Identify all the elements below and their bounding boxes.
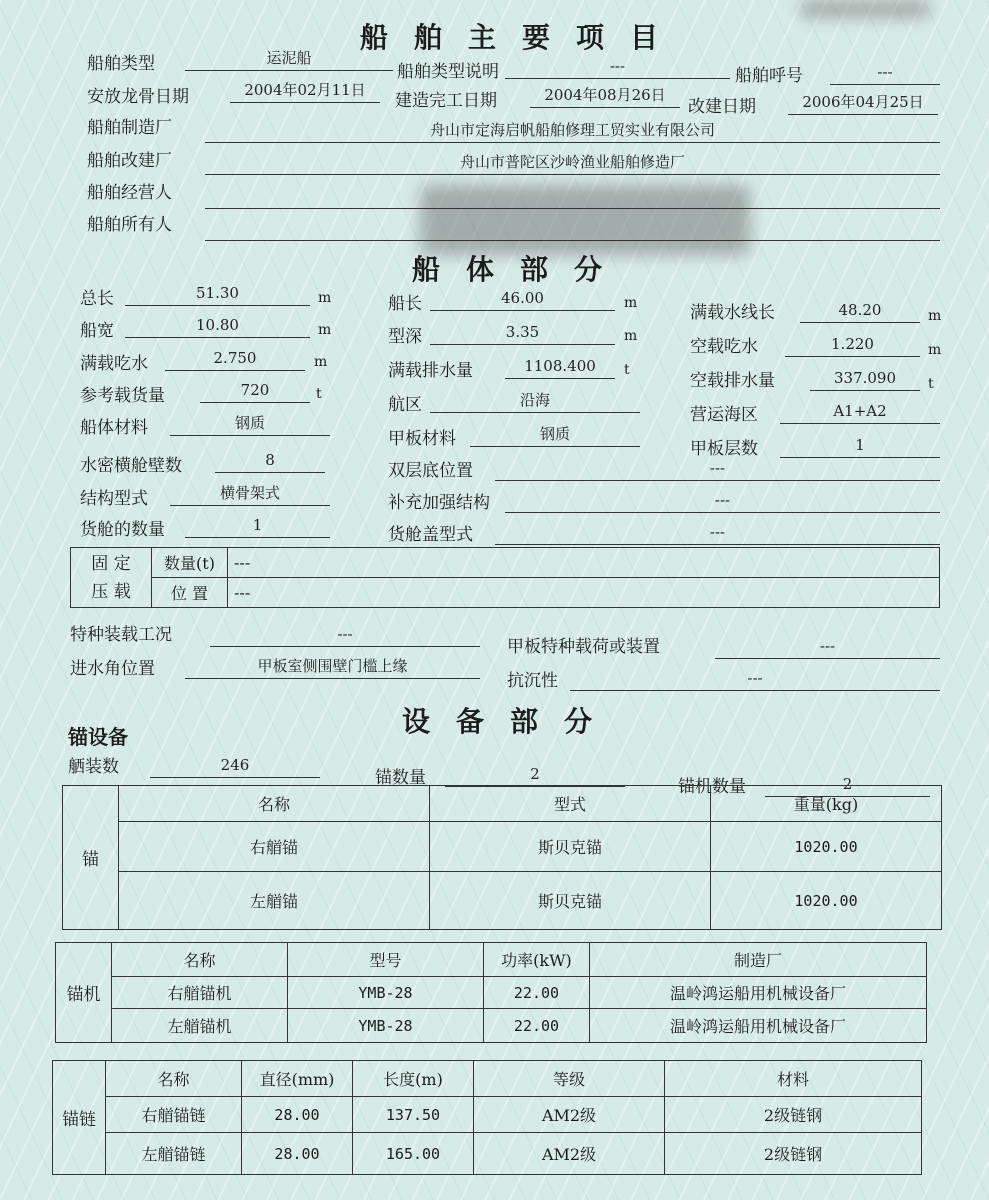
beam-label: 船宽 xyxy=(80,321,114,341)
length-value: 46.00 xyxy=(430,288,615,311)
hatch-label: 货舱盖型式 xyxy=(388,525,473,545)
windlass-row2-model: YMB-28 xyxy=(288,1009,484,1043)
windlass-header-name: 名称 xyxy=(112,943,288,977)
deck-special-value: --- xyxy=(715,636,940,659)
depth-unit: m xyxy=(624,328,638,344)
anchor-row2-type: 斯贝克锚 xyxy=(430,872,711,930)
full-disp-unit: t xyxy=(624,362,630,378)
hatch-value: --- xyxy=(495,522,940,545)
owner-label: 船舶所有人 xyxy=(87,215,172,235)
depth-label: 型深 xyxy=(388,327,422,347)
anchor-row1-name: 右艏锚 xyxy=(119,822,430,872)
table-row xyxy=(56,977,927,1009)
windlass-header-maker: 制造厂 xyxy=(590,943,927,977)
table-row xyxy=(53,1133,922,1175)
structure-value: 横骨架式 xyxy=(170,483,330,506)
windlass-header-power: 功率(kW) xyxy=(484,943,590,977)
equipment-section-title: 设备部分 xyxy=(402,705,619,738)
anchor-row2-name: 左艏锚 xyxy=(119,872,430,930)
table-row xyxy=(63,872,942,930)
material-value: 钢质 xyxy=(170,413,330,436)
chain-header-length: 长度(m) xyxy=(353,1061,474,1097)
anchor-header-weight: 重量(kg) xyxy=(711,786,942,822)
windlass-count-value: 2 xyxy=(765,774,930,797)
anchor-section-title: 锚设备 xyxy=(68,725,128,749)
light-draft-unit: m xyxy=(928,342,942,358)
chain-table-side-label: 锚链 xyxy=(53,1061,106,1175)
chain-row2-diameter: 28.00 xyxy=(242,1133,353,1175)
lwl-value: 48.20 xyxy=(800,300,920,323)
light-disp-value: 337.090 xyxy=(810,368,920,391)
rebuilder-label: 船舶改建厂 xyxy=(87,151,172,171)
hull-section-title: 船体部分 xyxy=(412,253,629,286)
ship-type-desc-label: 船舶类型说明 xyxy=(397,62,499,82)
bulkheads-label: 水密横舱壁数 xyxy=(80,456,182,476)
anchor-table-side-label: 锚 xyxy=(63,786,119,930)
nav-area-label: 航区 xyxy=(388,395,422,415)
chain-row2-grade: AM2级 xyxy=(474,1133,665,1175)
full-draft-unit: m xyxy=(314,354,328,370)
chain-row1-grade: AM2级 xyxy=(474,1097,665,1133)
anchor-row1-weight: 1020.00 xyxy=(711,822,942,872)
windlass-row2-power: 22.00 xyxy=(484,1009,590,1043)
ref-load-label: 参考载货量 xyxy=(80,386,165,406)
light-disp-label: 空载排水量 xyxy=(690,371,775,391)
windlass-header-model: 型号 xyxy=(288,943,484,977)
unsinkable-value: --- xyxy=(570,668,940,691)
chain-row1-material: 2级链钢 xyxy=(665,1097,922,1133)
bulkheads-value: 8 xyxy=(215,450,325,473)
main-title: 船舶主要项目 xyxy=(360,21,685,54)
material-label: 船体材料 xyxy=(80,418,148,438)
beam-unit: m xyxy=(318,322,332,338)
refit-date-value: 2006年04月25日 xyxy=(788,92,938,115)
anchor-count-value: 2 xyxy=(445,764,625,787)
builder-label: 船舶制造厂 xyxy=(87,118,172,138)
refit-date-label: 改建日期 xyxy=(688,97,756,117)
ship-type-desc-value: --- xyxy=(505,56,730,79)
ref-load-value: 720 xyxy=(200,380,310,403)
full-draft-label: 满载吃水 xyxy=(80,354,148,374)
anchor-header-name: 名称 xyxy=(119,786,430,822)
outfit-value: 246 xyxy=(150,755,320,778)
lwl-label: 满载水线长 xyxy=(690,303,775,323)
double-bottom-value: --- xyxy=(495,458,940,481)
anchor-header-type: 型式 xyxy=(430,786,711,822)
build-date-label: 建造完工日期 xyxy=(395,91,497,111)
anchor-row2-weight: 1020.00 xyxy=(711,872,942,930)
chain-row2-material: 2级链钢 xyxy=(665,1133,922,1175)
chain-row2-name: 左艏锚链 xyxy=(106,1133,242,1175)
anchor-count-label: 锚数量 xyxy=(375,768,426,788)
windlass-count-label: 锚机数量 xyxy=(678,777,746,797)
chain-row1-length: 137.50 xyxy=(353,1097,474,1133)
windlass-row1-name: 右艏锚机 xyxy=(112,977,288,1009)
chain-row1-diameter: 28.00 xyxy=(242,1097,353,1133)
loa-value: 51.30 xyxy=(125,283,310,306)
chain-header-grade: 等级 xyxy=(474,1061,665,1097)
anchor-row1-type: 斯贝克锚 xyxy=(430,822,711,872)
ballast-side-label xyxy=(71,548,152,608)
depth-value: 3.35 xyxy=(430,322,615,345)
light-draft-label: 空载吃水 xyxy=(690,337,758,357)
ref-load-unit: t xyxy=(316,386,322,402)
table-row xyxy=(53,1097,922,1133)
flood-value: 甲板室侧围壁门槛上缘 xyxy=(185,656,480,679)
deck-material-label: 甲板材料 xyxy=(388,429,456,449)
anchor-table xyxy=(62,785,942,930)
callsign-label: 船舶呼号 xyxy=(735,66,803,86)
loa-label: 总长 xyxy=(80,289,114,309)
chain-table xyxy=(52,1060,922,1175)
decks-value: 1 xyxy=(780,435,940,458)
structure-label: 结构型式 xyxy=(80,489,148,509)
special-value: --- xyxy=(210,624,480,647)
ship-type-value: 运泥船 xyxy=(185,48,393,71)
light-draft-value: 1.220 xyxy=(785,334,920,357)
fixed-ballast-table xyxy=(70,547,940,608)
windlass-row1-maker: 温岭鸿运船用机械设备厂 xyxy=(590,977,927,1009)
flood-label: 进水角位置 xyxy=(70,659,155,679)
ballast-side-label-a: 固 定 xyxy=(91,553,131,574)
decks-label: 甲板层数 xyxy=(690,439,758,459)
table-row xyxy=(56,1009,927,1043)
builder-value: 舟山市定海启帆船舶修理工贸实业有限公司 xyxy=(205,120,940,143)
double-bottom-label: 双层底位置 xyxy=(388,461,473,481)
length-unit: m xyxy=(624,295,638,311)
nav-area-value: 沿海 xyxy=(430,390,640,413)
chain-header-name: 名称 xyxy=(106,1061,242,1097)
length-label: 船长 xyxy=(388,294,422,314)
keel-date-label: 安放龙骨日期 xyxy=(87,87,189,107)
chain-header-diameter: 直径(mm) xyxy=(242,1061,353,1097)
redacted-header-area xyxy=(800,0,930,18)
sea-area-value: A1+A2 xyxy=(780,401,940,424)
operator-label: 船舶经营人 xyxy=(87,183,172,203)
windlass-row2-name: 左艏锚机 xyxy=(112,1009,288,1043)
operator-value xyxy=(205,186,940,209)
deck-special-label: 甲板特种载荷或装置 xyxy=(507,637,660,657)
lwl-unit: m xyxy=(928,308,942,324)
ballast-side-label-b: 压 载 xyxy=(91,581,131,602)
windlass-row2-maker: 温岭鸿运船用机械设备厂 xyxy=(590,1009,927,1043)
special-label: 特种装载工况 xyxy=(70,625,172,645)
chain-row1-name: 右艏锚链 xyxy=(106,1097,242,1133)
windlass-table-side-label: 锚机 xyxy=(56,943,112,1043)
reinforce-value: --- xyxy=(505,490,940,513)
unsinkable-label: 抗沉性 xyxy=(507,671,558,691)
chain-header-material: 材料 xyxy=(665,1061,922,1097)
reinforce-label: 补充加强结构 xyxy=(388,493,490,513)
table-row xyxy=(63,822,942,872)
beam-value: 10.80 xyxy=(125,315,310,338)
rebuilder-value: 舟山市普陀区沙岭渔业船舶修造厂 xyxy=(205,152,940,175)
ballast-qty-value: --- xyxy=(228,548,940,578)
windlass-row1-power: 22.00 xyxy=(484,977,590,1009)
chain-row2-length: 165.00 xyxy=(353,1133,474,1175)
keel-date-value: 2004年02月11日 xyxy=(230,80,380,103)
owner-value xyxy=(205,218,940,241)
loa-unit: m xyxy=(318,290,332,306)
holds-label: 货舱的数量 xyxy=(80,520,165,540)
ship-type-label: 船舶类型 xyxy=(87,54,155,74)
full-disp-value: 1108.400 xyxy=(505,356,615,379)
full-disp-label: 满载排水量 xyxy=(388,361,473,381)
deck-material-value: 钢质 xyxy=(470,424,640,447)
ballast-pos-value: --- xyxy=(228,578,940,608)
callsign-value: --- xyxy=(830,62,940,85)
build-date-value: 2004年08月26日 xyxy=(530,85,680,108)
ballast-pos-label: 位 置 xyxy=(152,578,228,608)
full-draft-value: 2.750 xyxy=(165,348,305,371)
windlass-table xyxy=(55,942,927,1043)
ballast-qty-label: 数量(t) xyxy=(152,548,228,578)
sea-area-label: 营运海区 xyxy=(690,405,758,425)
windlass-row1-model: YMB-28 xyxy=(288,977,484,1009)
holds-value: 1 xyxy=(185,515,330,538)
light-disp-unit: t xyxy=(928,376,934,392)
outfit-label: 舾装数 xyxy=(68,757,119,777)
